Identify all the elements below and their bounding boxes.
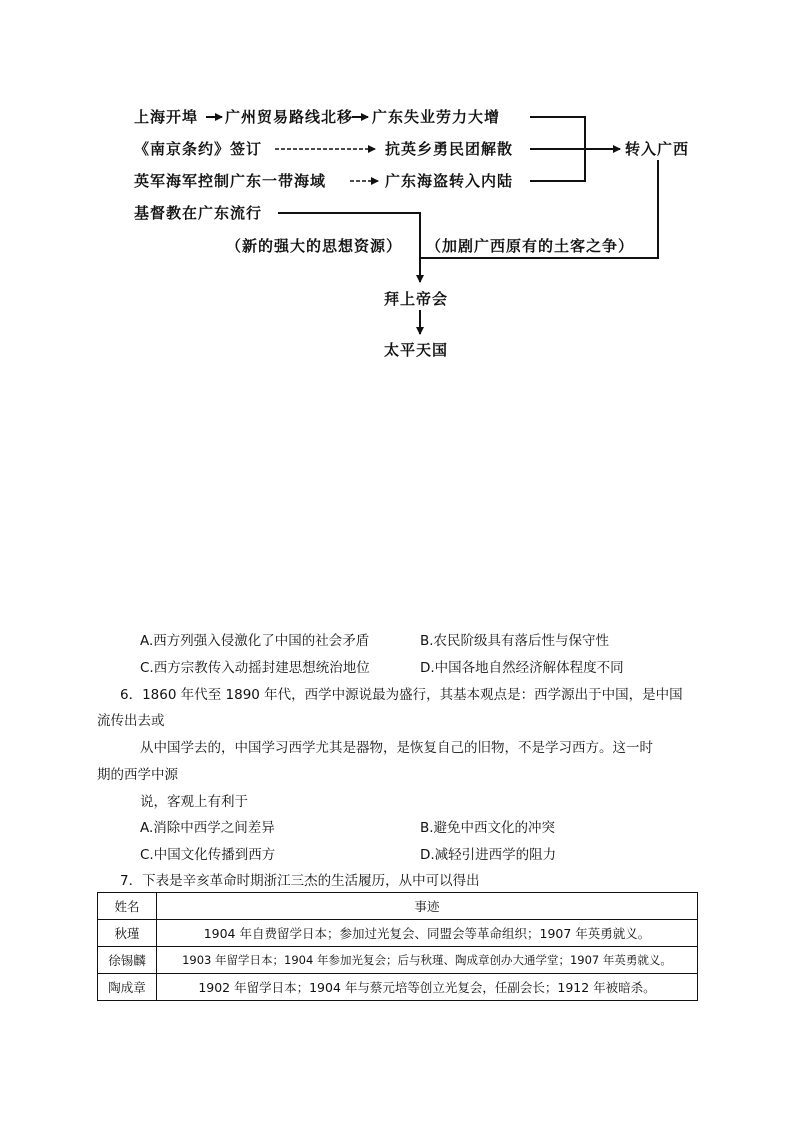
flow-diagram-lines	[0, 0, 794, 400]
q6-line2: 流传出去或	[97, 713, 165, 729]
q5-option-b: B.农民阶级具有落后性与保守性	[420, 633, 610, 649]
q6-line5: 说，客观上有利于	[140, 794, 248, 810]
node-guangxi: 转入广西	[625, 140, 690, 158]
q6-option-c: C.中国文化传播到西方	[140, 847, 276, 863]
header-deed: 事迹	[157, 893, 698, 920]
row-deed: 1904 年自费留学日本；参加过光复会、同盟会等革命组织；1907 年英勇就义。	[157, 920, 698, 947]
q6-option-b: B.避免中西文化的冲突	[420, 820, 556, 836]
q6-line1: 6．1860 年代至 1890 年代，西学中源说最为盛行，其基本观点是：西学源出于中国，是中国	[120, 687, 683, 703]
row2-a: 《南京条约》签订	[134, 140, 263, 158]
table-header-row	[98, 893, 698, 920]
row2-c: 抗英乡勇民团解散	[385, 140, 514, 158]
node-taiping: 太平天国	[384, 341, 449, 359]
row4-a: 基督教在广东流行	[134, 204, 263, 222]
q5-option-d: D.中国各地自然经济解体程度不同	[420, 660, 624, 676]
row1-b: 广州贸易路线北移	[225, 108, 354, 126]
row-name: 陶成章	[98, 974, 157, 1001]
q6-option-d: D.减轻引进西学的阻力	[420, 847, 557, 863]
row1-a: 上海开埠	[134, 108, 199, 126]
table-row	[98, 947, 698, 974]
row-deed: 1902 年留学日本；1904 年与蔡元培等创立光复会，任副会长；1912 年被暗杀。	[157, 974, 698, 1001]
row1-c: 广东失业劳力大增	[372, 108, 501, 126]
note-left: （新的强大的思想资源）	[226, 237, 403, 255]
row3-a: 英军海军控制广东一带海域	[134, 172, 327, 190]
header-name: 姓名	[98, 893, 157, 920]
q5-option-c: C.西方宗教传入动摇封建思想统治地位	[140, 660, 370, 676]
q6-option-a: A.消除中西学之间差异	[140, 820, 275, 836]
node-baishangdihui: 拜上帝会	[384, 290, 449, 308]
q5-option-a: A.西方列强入侵激化了中国的社会矛盾	[140, 633, 370, 649]
row3-c: 广东海盗转入内陆	[385, 172, 514, 190]
q7-stem: 7．下表是辛亥革命时期浙江三杰的生活履历，从中可以得出	[120, 873, 480, 889]
note-right: （加剧广西原有的土客之争）	[426, 237, 635, 255]
row-name: 秋瑾	[98, 920, 157, 947]
table-row	[98, 920, 698, 947]
row-name: 徐锡麟	[98, 947, 157, 974]
row-deed: 1903 年留学日本；1904 年参加光复会；后与秋瑾、陶成章创办大通学堂；1907 年英勇就义。	[157, 947, 698, 974]
table-row	[98, 974, 698, 1001]
q6-line4: 期的西学中源	[97, 767, 178, 783]
q7-table	[97, 892, 698, 1001]
q6-line3: 从中国学去的，中国学习西学尤其是器物，是恢复自己的旧物，不是学习西方。这一时	[140, 740, 653, 756]
